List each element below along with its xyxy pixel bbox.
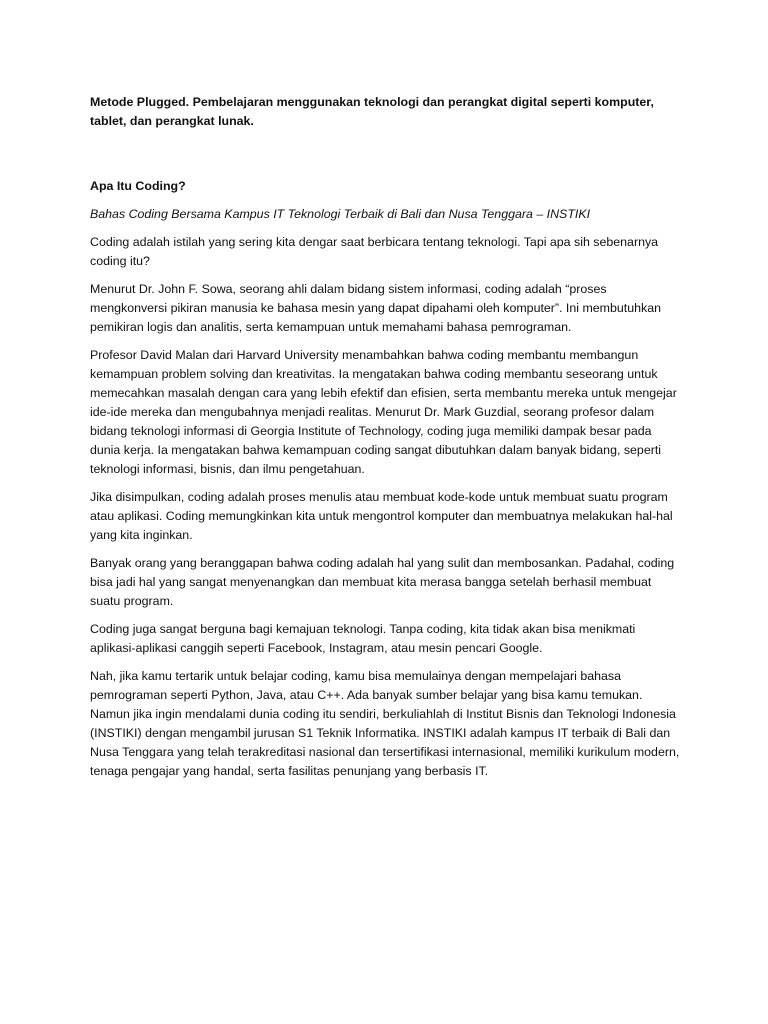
section-spacer <box>90 140 682 177</box>
section-subtitle: Bahas Coding Bersama Kampus IT Teknologi Terbaik di Bali dan Nusa Tenggara – INSTIKI <box>90 207 591 221</box>
body-paragraph: Nah, jika kamu tertarik untuk belajar coding, kamu bisa memulainya dengan mempelajari bahasa pemrograman seperti Python, Java, atau C++. Ada banyak sumber belajar yang bisa kamu temukan. Namun jika ingin mendalami dunia coding itu sendiri, berkuliahlah di Institut Bisnis dan Teknologi Indonesia (INSTIKI) dengan mengambil jurusan S1 Teknik Informatika. INSTIKI adalah kampus IT terbaik di Bali dan Nusa Tenggara yang telah terakreditasi nasional dan tersertifikasi internasional, memiliki kurikulum modern, tenaga pengajar yang handal, serta fasilitas penunjang yang berbasis IT. <box>90 669 680 778</box>
body-paragraph: Coding adalah istilah yang sering kita dengar saat berbicara tentang teknologi. Tapi apa sih sebenarnya coding itu? <box>90 235 659 268</box>
body-paragraph: Coding juga sangat berguna bagi kemajuan teknologi. Tanpa coding, kita tidak akan bisa menikmati aplikasi-aplikasi canggih seperti Facebook, Instagram, atau mesin pencari Google. <box>90 622 636 655</box>
body-paragraph: Menurut Dr. John F. Sowa, seorang ahli dalam bidang sistem informasi, coding adalah “proses mengkonversi pikiran manusia ke bahasa mesin yang dapat dipahami oleh komputer”. Ini membutuhkan pemikiran logis dan analitis, serta kemampuan untuk memahami bahasa pemrograman. <box>90 282 661 334</box>
intro-paragraph: Metode Plugged. Pembelajaran menggunakan teknologi dan perangkat digital seperti komputer, tablet, dan perangkat lunak. <box>90 95 654 128</box>
body-paragraph: Profesor David Malan dari Harvard University menambahkan bahwa coding membantu membangun kemampuan problem solving dan kreativitas. Ia mengatakan bahwa coding membantu seseorang untuk memecahkan masalah dengan cara yang lebih efektif dan efisien, serta membantu mereka untuk mengejar ide-ide mereka dan mengubahnya menjadi realitas. Menurut Dr. Mark Guzdial, seorang profesor dalam bidang teknologi informasi di Georgia Institute of Technology, coding juga memiliki dampak besar pada dunia kerja. Ia mengatakan bahwa kemampuan coding sangat dibutuhkan dalam banyak bidang, seperti teknologi informasi, bisnis, dan ilmu pengetahuan. <box>90 348 677 476</box>
document-body <box>90 93 682 790</box>
section-heading: Apa Itu Coding? <box>90 179 186 193</box>
body-paragraph: Jika disimpulkan, coding adalah proses menulis atau membuat kode-kode untuk membuat suatu program atau aplikasi. Coding memungkinkan kita untuk mengontrol komputer dan membuatnya melakukan hal-hal yang kita inginkan. <box>90 490 673 542</box>
body-paragraph: Banyak orang yang beranggapan bahwa coding adalah hal yang sulit dan membosankan. Padahal, coding bisa jadi hal yang sangat menyenangkan dan membuat kita merasa bangga setelah berhasil membuat suatu program. <box>90 556 675 608</box>
